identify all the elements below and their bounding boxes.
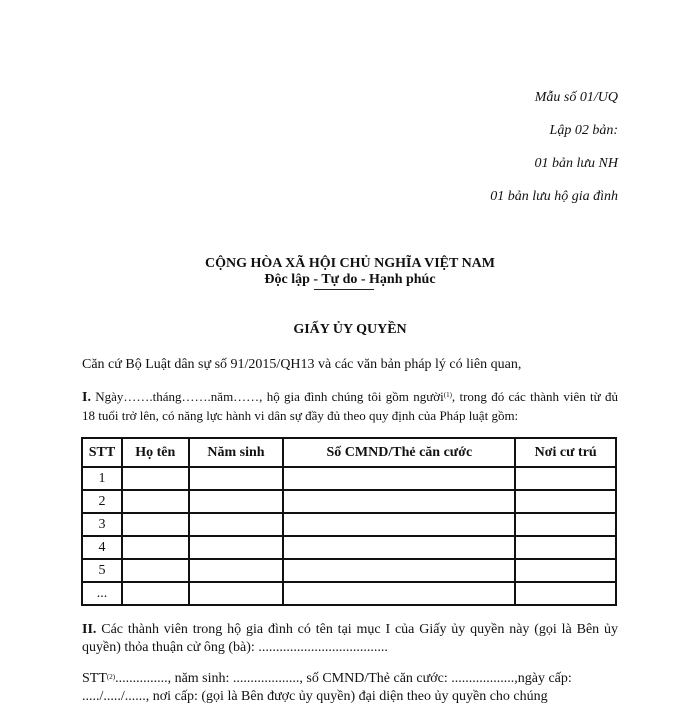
- motto-underline: [314, 289, 374, 290]
- form-code: Mẫu số 01/UQ: [534, 90, 618, 105]
- residence-cell[interactable]: [515, 513, 616, 536]
- representative-text: ..............., năm sinh: ..................., số CMND/Thẻ căn cước: ..................,ngày cấp: ...../...../......, nơi cấp: (gọi là Bên được ủy quyền) đại diện theo ủy quyền cho chúng: [82, 671, 572, 704]
- id-number-cell[interactable]: [283, 582, 515, 605]
- footnote-1-marker: (1): [443, 391, 452, 399]
- name-cell[interactable]: [122, 536, 189, 559]
- footnote-2-marker: (2): [106, 673, 116, 681]
- representative-label: STT: [82, 671, 107, 686]
- section-1-text-a: Ngày…….tháng…….năm……, hộ gia đình chúng tôi gồm người: [90, 389, 444, 404]
- section-1-number: I.: [82, 390, 91, 405]
- copy-household-note: 01 bản lưu hộ gia đình: [490, 189, 618, 204]
- birth-year-cell[interactable]: [189, 559, 284, 582]
- name-cell[interactable]: [122, 490, 189, 513]
- row-stt: 1: [82, 467, 122, 490]
- row-stt: 5: [82, 559, 122, 582]
- section-2: [82, 621, 618, 657]
- residence-cell[interactable]: [515, 490, 616, 513]
- copy-bank-note: 01 bản lưu NH: [534, 156, 618, 171]
- residence-cell[interactable]: [515, 582, 616, 605]
- table-row: [82, 582, 616, 605]
- residence-cell[interactable]: [515, 467, 616, 490]
- header-id-number: Số CMND/Thẻ căn cước: [283, 438, 515, 467]
- birth-year-cell[interactable]: [189, 467, 284, 490]
- row-stt: 4: [82, 536, 122, 559]
- row-stt: 2: [82, 490, 122, 513]
- table-header-row: [82, 438, 616, 467]
- section-2-text: Các thành viên trong hộ gia đình có tên tại mục I của Giấy ủy quyền này (gọi là Bên ủy quyền) thỏa thuận cử ông (bà): .....................................: [82, 622, 618, 655]
- birth-year-cell[interactable]: [189, 490, 284, 513]
- row-stt: ...: [82, 582, 122, 605]
- residence-cell[interactable]: [515, 536, 616, 559]
- header-birth-year: Năm sinh: [189, 438, 284, 467]
- birth-year-cell[interactable]: [189, 536, 284, 559]
- header-name: Họ tên: [122, 438, 189, 467]
- copies-note: Lập 02 bản:: [549, 123, 618, 138]
- header-stt: STT: [82, 438, 122, 467]
- birth-year-cell[interactable]: [189, 513, 284, 536]
- name-cell[interactable]: [122, 467, 189, 490]
- document-title: GIẤY ỦY QUYỀN: [293, 322, 407, 337]
- header-residence: Nơi cư trú: [515, 438, 616, 467]
- section-1: [82, 388, 618, 425]
- members-table: [81, 437, 617, 606]
- legal-basis: Căn cứ Bộ Luật dân sự số 91/2015/QH13 và các văn bản pháp lý có liên quan,: [82, 357, 522, 372]
- national-title: CỘNG HÒA XÃ HỘI CHỦ NGHĨA VIỆT NAM: [204, 256, 495, 271]
- id-number-cell[interactable]: [283, 467, 515, 490]
- representative-line: [82, 670, 618, 706]
- section-1-text-b: , trong đó các thành viên từ đủ 18 tuổi trở lên, có năng lực hành vi dân sự đầy đủ theo quy định của Pháp luật gồm:: [82, 389, 618, 423]
- birth-year-cell[interactable]: [189, 582, 284, 605]
- row-stt: 3: [82, 513, 122, 536]
- table-row: [82, 467, 616, 490]
- id-number-cell[interactable]: [283, 513, 515, 536]
- name-cell[interactable]: [122, 582, 189, 605]
- id-number-cell[interactable]: [283, 490, 515, 513]
- section-2-number: II.: [82, 622, 97, 637]
- name-cell[interactable]: [122, 513, 189, 536]
- table-row: [82, 490, 616, 513]
- table-row: [82, 559, 616, 582]
- table-row: [82, 536, 616, 559]
- national-motto: Độc lập - Tự do - Hạnh phúc: [264, 272, 436, 287]
- residence-cell[interactable]: [515, 559, 616, 582]
- id-number-cell[interactable]: [283, 536, 515, 559]
- table-row: [82, 513, 616, 536]
- id-number-cell[interactable]: [283, 559, 515, 582]
- name-cell[interactable]: [122, 559, 189, 582]
